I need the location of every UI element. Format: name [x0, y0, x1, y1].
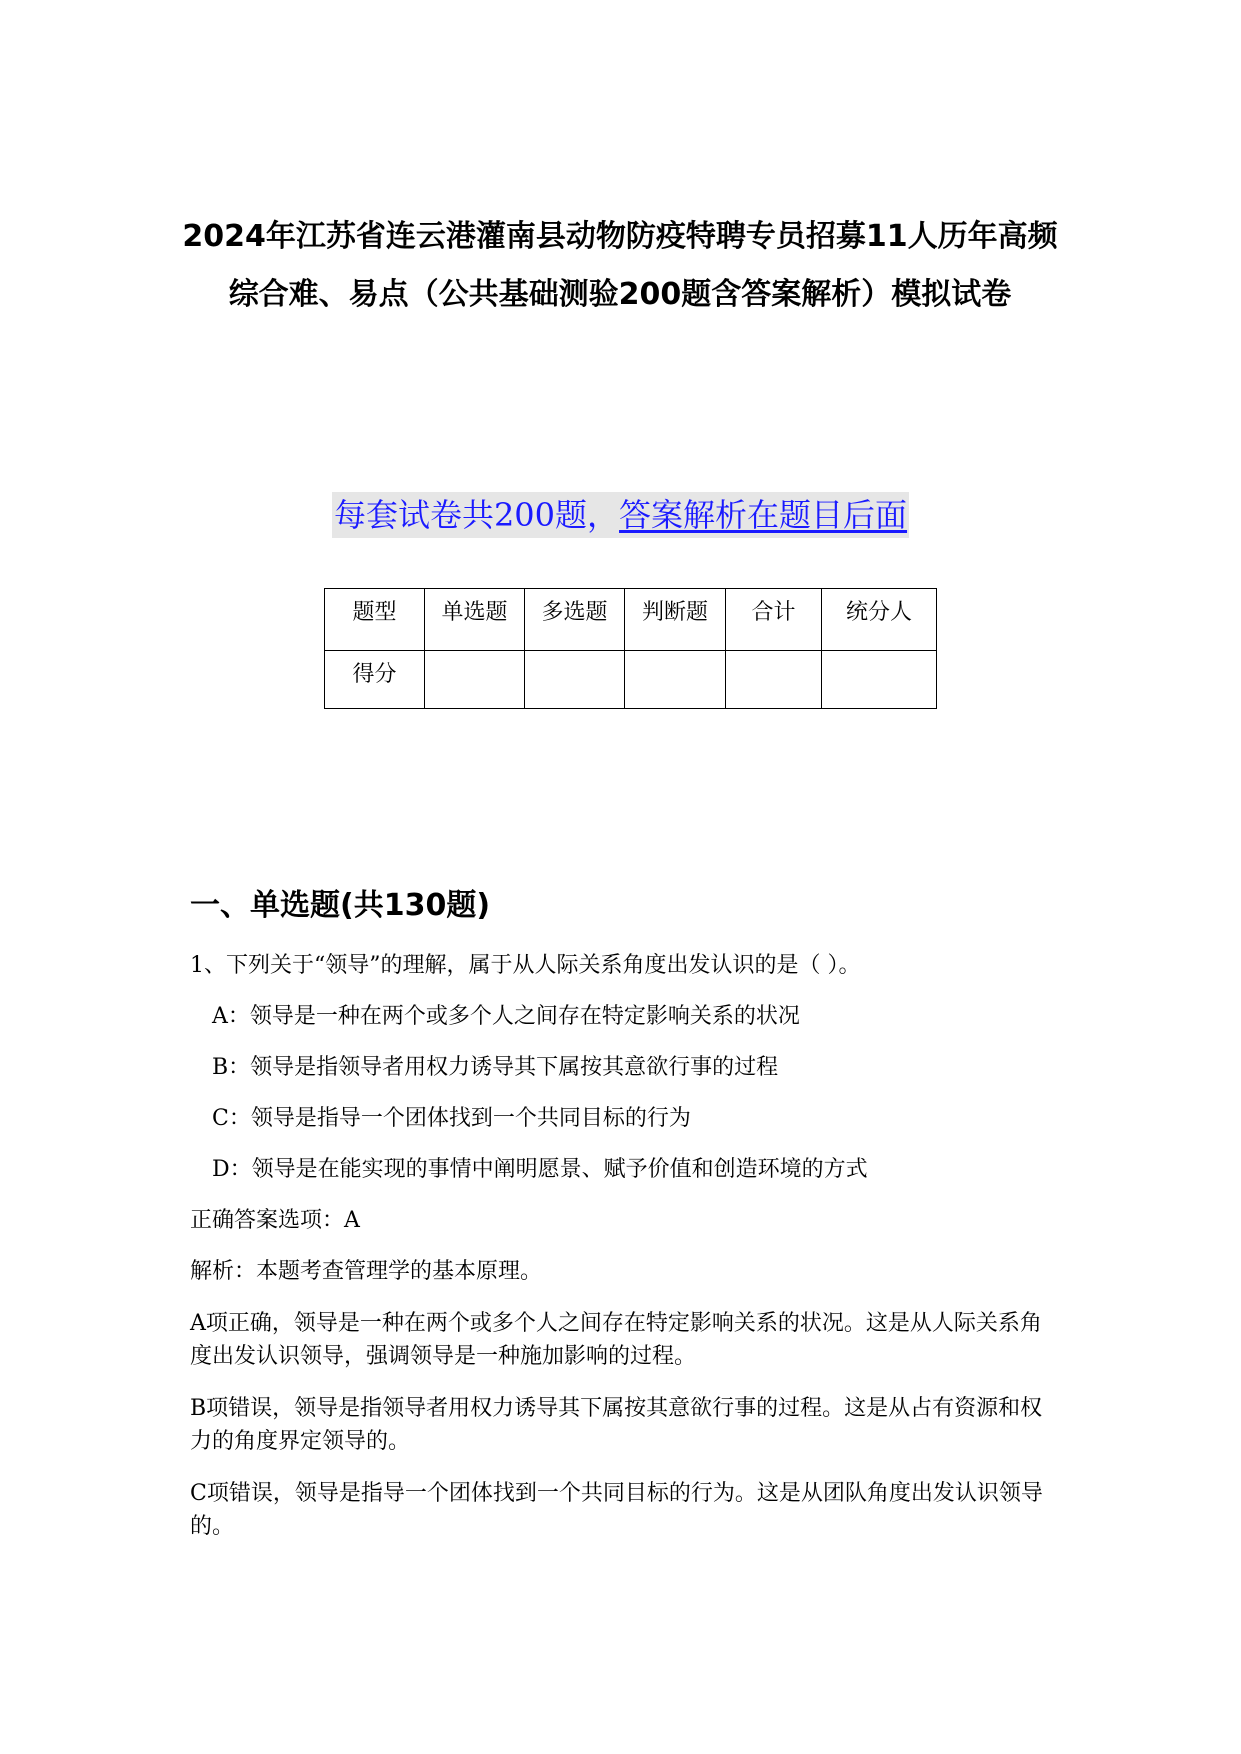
header-cell-judge: 判断题 [625, 589, 726, 651]
option-b: B：领导是指领导者用权力诱导其下属按其意欲行事的过程 [212, 1055, 779, 1080]
score-cell-total[interactable] [726, 651, 822, 709]
question-stem: 1、下列关于“领导”的理解，属于从人际关系角度出发认识的是（ ）。 [190, 953, 861, 978]
analysis-paragraph-b: B项错误，领导是指领导者用权力诱导其下属按其意欲行事的过程。这是从占有资源和权力的角度界定领导的。 [190, 1396, 1043, 1454]
option-c: C：领导是指导一个团体找到一个共同目标的行为 [212, 1106, 691, 1131]
subtitle-banner [0, 492, 1241, 538]
document-title: 2024年江苏省连云港灌南县动物防疫特聘专员招募11人历年高频综合难、易点（公共基础测验200题含答案解析）模拟试卷 [182, 219, 1058, 312]
section-heading: 一、单选题(共130题) [190, 888, 491, 923]
header-cell-scorer: 统分人 [822, 589, 937, 651]
answer-location-link[interactable]: 答案解析在题目后面 [619, 496, 908, 534]
score-cell-scorer[interactable] [822, 651, 937, 709]
score-table [324, 588, 937, 709]
header-cell-single: 单选题 [425, 589, 525, 651]
analysis-paragraph-a: A项正确，领导是一种在两个或多个人之间存在特定影响关系的状况。这是从人际关系角度出发认识领导，强调领导是一种施加影响的过程。 [190, 1311, 1042, 1369]
score-cell-multi[interactable] [525, 651, 625, 709]
score-row-label: 得分 [325, 651, 425, 709]
header-cell-type: 题型 [325, 589, 425, 651]
score-cell-single[interactable] [425, 651, 525, 709]
analysis-paragraph-c: C项错误，领导是指导一个团体找到一个共同目标的行为。这是从团队角度出发认识领导的。 [190, 1481, 1043, 1539]
header-cell-total: 合计 [726, 589, 822, 651]
header-cell-multi: 多选题 [525, 589, 625, 651]
option-a: A：领导是一种在两个或多个人之间存在特定影响关系的状况 [212, 1004, 800, 1029]
score-table-header-row [325, 589, 937, 651]
correct-answer: 正确答案选项：A [190, 1208, 360, 1233]
score-table-score-row [325, 651, 937, 709]
subtitle [332, 492, 909, 538]
option-d: D：领导是在能实现的事情中阐明愿景、赋予价值和创造环境的方式 [212, 1157, 868, 1182]
analysis-intro: 解析：本题考查管理学的基本原理。 [190, 1259, 543, 1284]
subtitle-text: 每套试卷共200题， [333, 496, 620, 534]
score-cell-judge[interactable] [625, 651, 726, 709]
